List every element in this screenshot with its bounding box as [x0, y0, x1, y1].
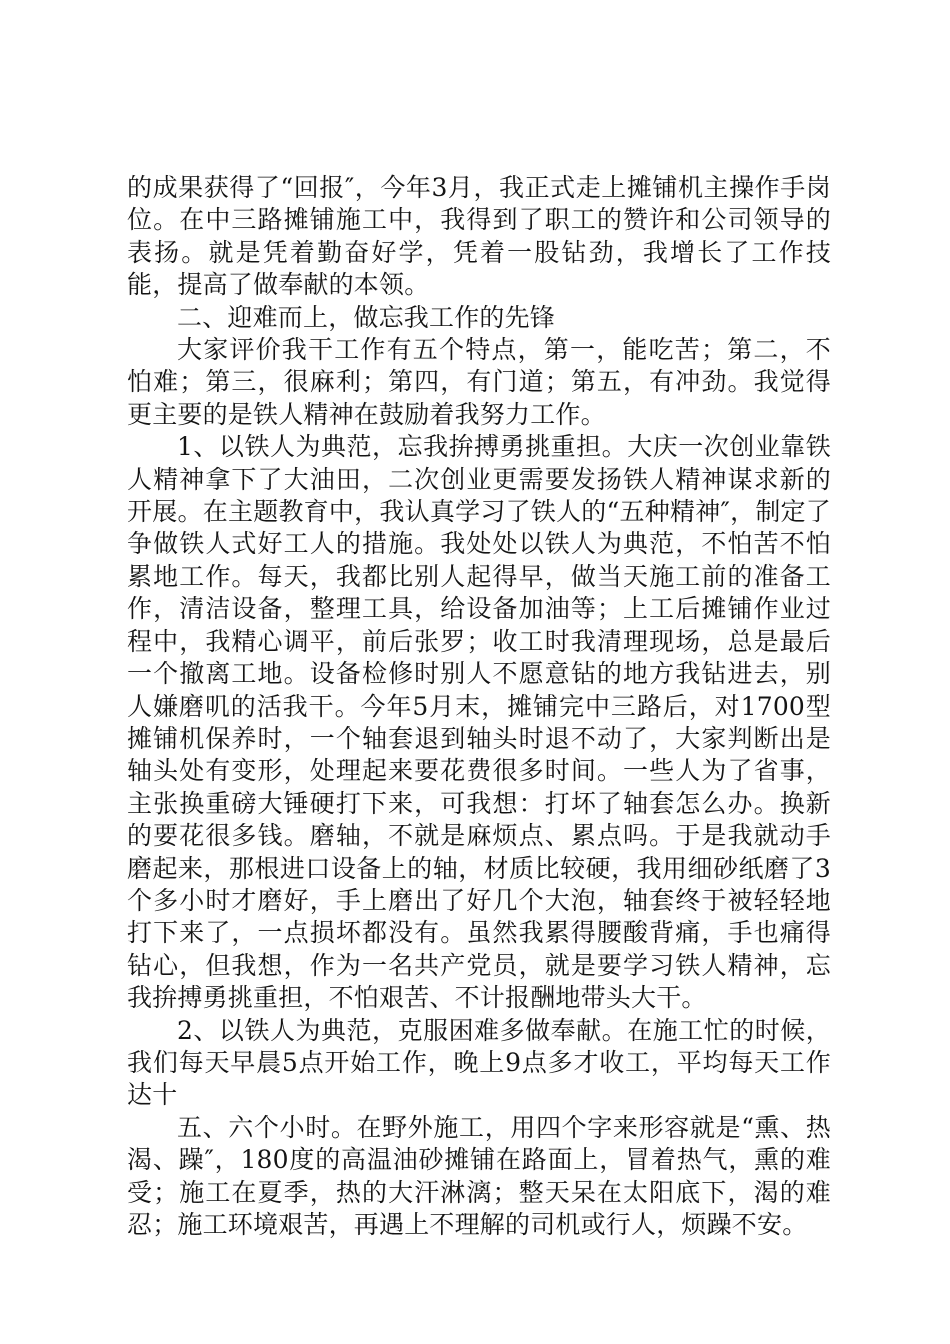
document-body: [127, 172, 831, 1241]
paragraph-continuation: 的成果获得了“回报″，今年3月，我正式走上摊铺机主操作手岗位。在中三路摊铺施工中，我得到了职工的赞许和公司领导的表扬。就是凭着勤奋好学，凭着一股钻劲，我增长了工作技能，提高了做奉献的本领。: [127, 173, 831, 300]
paragraph-evaluation: 大家评价我干工作有五个特点，第一，能吃苦；第二，不怕难；第三，很麻利；第四，有门道；第五，有冲劲。我觉得更主要的是铁人精神在鼓励着我努力工作。: [127, 335, 831, 429]
paragraph-conditions: 五、六个小时。在野外施工，用四个字来形容就是“熏、热渴、躁″，180度的高温油砂摊铺在路面上，冒着热气，熏的难受；施工在夏季，热的大汗淋漓；整天呆在太阳底下，渴的难忍；施工环境艰苦，再遇上不理解的司机或行人，烦躁不安。: [127, 1112, 831, 1239]
paragraph-point-1: 1、以铁人为典范，忘我拚搏勇挑重担。大庆一次创业靠铁人精神拿下了大油田，二次创业更需要发扬铁人精神谋求新的开展。在主题教育中，我认真学习了铁人的“五种精神″，制定了争做铁人式好工人的措施。我处处以铁人为典范，不怕苦不怕累地工作。每天，我都比别人起得早，做当天施工前的准备工作，清洁设备，整理工具，给设备加油等；上工后摊铺作业过程中，我精心调平，前后张罗；收工时我清理现场，总是最后一个撤离工地。设备检修时别人不愿意钻的地方我钻进去，别人嫌磨叽的活我干。今年5月末，摊铺完中三路后，对1700型摊铺机保养时，一个轴套退到轴头时退不动了，大家判断出是轴头处有变形，处理起来要花费很多时间。一些人为了省事，主张换重磅大锤硬打下来，可我想：打坏了轴套怎么办。换新的要花很多钱。磨轴，不就是麻烦点、累点吗。于是我就动手磨起来，那根进口设备上的轴，材质比较硬，我用细砂纸磨了3个多小时才磨好，手上磨出了好几个大泡，轴套终于被轻轻地打下来了，一点损坏都没有。虽然我累得腰酸背痛，手也痛得钻心，但我想，作为一名共产党员，就是要学习铁人精神，忘我拚搏勇挑重担，不怕艰苦、不计报酬地带头大干。: [127, 432, 831, 1013]
section-heading: 二、迎难而上，做忘我工作的先锋: [177, 302, 556, 332]
paragraph-point-2: 2、以铁人为典范，克服困难多做奉献。在施工忙的时候，我们每天早晨5点开始工作，晚上9点多才收工，平均每天工作达十: [127, 1015, 831, 1110]
